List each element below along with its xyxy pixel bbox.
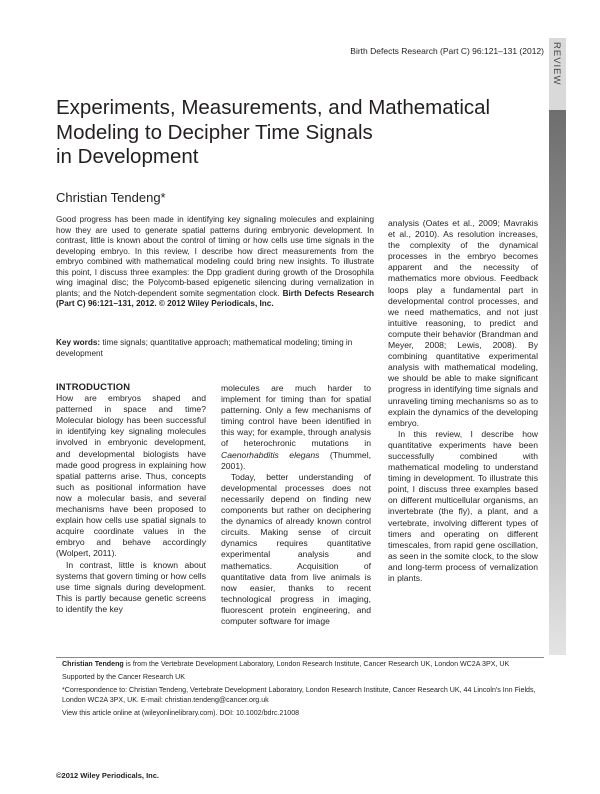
abstract-copyright: © 2012 Wiley Periodicals, Inc. bbox=[158, 299, 274, 308]
keywords bbox=[56, 338, 374, 359]
article-title bbox=[56, 96, 536, 170]
author-name: Christian Tendeng* bbox=[56, 190, 166, 205]
body-column-3 bbox=[388, 218, 538, 584]
keywords-text: time signals; quantitative approach; mathematical modeling; timing in development bbox=[56, 338, 353, 358]
title-line-3: in Development bbox=[56, 145, 199, 168]
online-doi-note: View this article online at (wileyonlinelibrary.com). DOI: 10.1002/bdrc.21008 bbox=[62, 708, 300, 717]
affiliation-author: Christian Tendeng bbox=[62, 660, 124, 668]
author-affiliation bbox=[62, 660, 544, 669]
abstract bbox=[56, 215, 374, 310]
abstract-citation: Birth Defects Research (Part C) 96:121–131, 2012. bbox=[56, 288, 374, 308]
intro-paragraph-3: Today, better understanding of developmental processes does not necessarily depend on finding new components but rather on deciphering the dynamics of already known control circuits. Making sense of circuit dynamics requires quantitative experimental analysis and mathematics. Acquisition of quantitative data from live animals is now easier, thanks to recent technological progress in imaging, fluorescent protein engineering, and computer software for image bbox=[221, 471, 371, 626]
species-name: Caenorhabditis elegans bbox=[221, 449, 320, 460]
intro-paragraph-3-cont: analysis (Oates et al., 2009; Mavrakis et al., 2010). As resolution increases, the complexity of the dynamical processes in the embryo becomes apparent and the necessity of mathematics more obvious. Feedback loops play a fundamental part in developmental control processes, and we need mathematics, and not just intuitive reasoning, to predict and compute their behavior (Brandman and Meyer, 2008; Lewis, 2008). By combining quantitative experimental analysis with mathematical modeling, we should be able to make significant progress in identifying time signals and unraveling timing mechanisms so as to explain the dynamics of the developing embryo. bbox=[388, 218, 538, 428]
page-copyright: ©2012 Wiley Periodicals, Inc. bbox=[56, 771, 160, 780]
abstract-text: Good progress has been made in identifying key signaling molecules and explaining how they are used to generate spatial patterns during embryonic development. In contrast, little is known about the control of timing or how cells use time signals in the developing embryo. In this review, I describe how direct measurements from the embryo combined with mathematical modeling could bring new insights. To illustrate this point, I discuss three examples: the Dpp gradient during growth of the Drosophila wing imaginal disc; the Polycomb-based epigenetic silencing during vernalization in plants; and the Notch-dependent somite segmentation clock. bbox=[56, 215, 374, 298]
footnotes bbox=[62, 660, 544, 722]
title-line-2: Modeling to Decipher Time Signals bbox=[56, 120, 373, 144]
footnote-divider bbox=[56, 657, 544, 658]
correspondence-note: *Correspondence to: Christian Tendeng, Vertebrate Development Laboratory, London Research Institute, Cancer Research UK, 44 Lincoln's Inn Fields, London WC2A 3PX, UK. E-mail: christian.tendeng@cancer.org.uk bbox=[62, 686, 536, 704]
intro-paragraph-4: In this review, I describe how quantitative experiments have been successfully combined with mathematical modeling to understand timing in development. To illustrate this point, I discuss three examples based on different multicellular organisms, an invertebrate (the fly), a plant, and a vertebrate, involving different types of timers and operating on different timescales, from rapid gene oscillation, as seen in the somite clock, to the slow and long-term process of vernalization in plants. bbox=[388, 428, 538, 583]
journal-reference: Birth Defects Research (Part C) 96:121–131 (2012) bbox=[350, 46, 544, 56]
body-column-1 bbox=[56, 381, 206, 615]
intro-paragraph-2: In contrast, little is known about systems that govern timing or how cells use time signals during development. This is partly because genetic screens to identify the key bbox=[56, 559, 206, 614]
body-column-2 bbox=[221, 383, 371, 627]
title-line-1: Experiments, Measurements, and Mathematical bbox=[56, 96, 491, 119]
review-tab-label: REVIEW bbox=[551, 42, 562, 86]
funding-note: Supported by the Cancer Research UK bbox=[62, 673, 186, 682]
review-section-tab bbox=[549, 38, 566, 110]
keywords-label: Key words: bbox=[56, 338, 101, 347]
introduction-heading: INTRODUCTION bbox=[56, 381, 131, 392]
intro-paragraph-1: How are embryos shaped and patterned in space and time? Molecular biology has been successful in identifying key signaling molecules involved in embryonic development, and developmental biologists have made good progress in explaining how spatial patterns arise. Thus, concepts such as positional information have now a molecular basis, and several mechanisms have been proposed to explain how cells use spatial signals to acquire coordinate values in the embryo and behave accordingly (Wolpert, 2011). bbox=[56, 393, 206, 559]
col2-text-before: molecules are much harder to implement for timing than for spatial patterning. Only a few mechanisms of timing control have been identified in this way; for example, through analysis of heterochronic mutations in bbox=[221, 383, 371, 449]
col2-text-after: (Thummel, 2001). bbox=[221, 449, 371, 471]
review-side-bar bbox=[549, 110, 566, 655]
intro-paragraph-2-cont bbox=[221, 383, 371, 472]
affiliation-text: is from the Vertebrate Development Laboratory, London Research Institute, Cancer Research UK, London WC2A 3PX, UK bbox=[125, 660, 510, 668]
